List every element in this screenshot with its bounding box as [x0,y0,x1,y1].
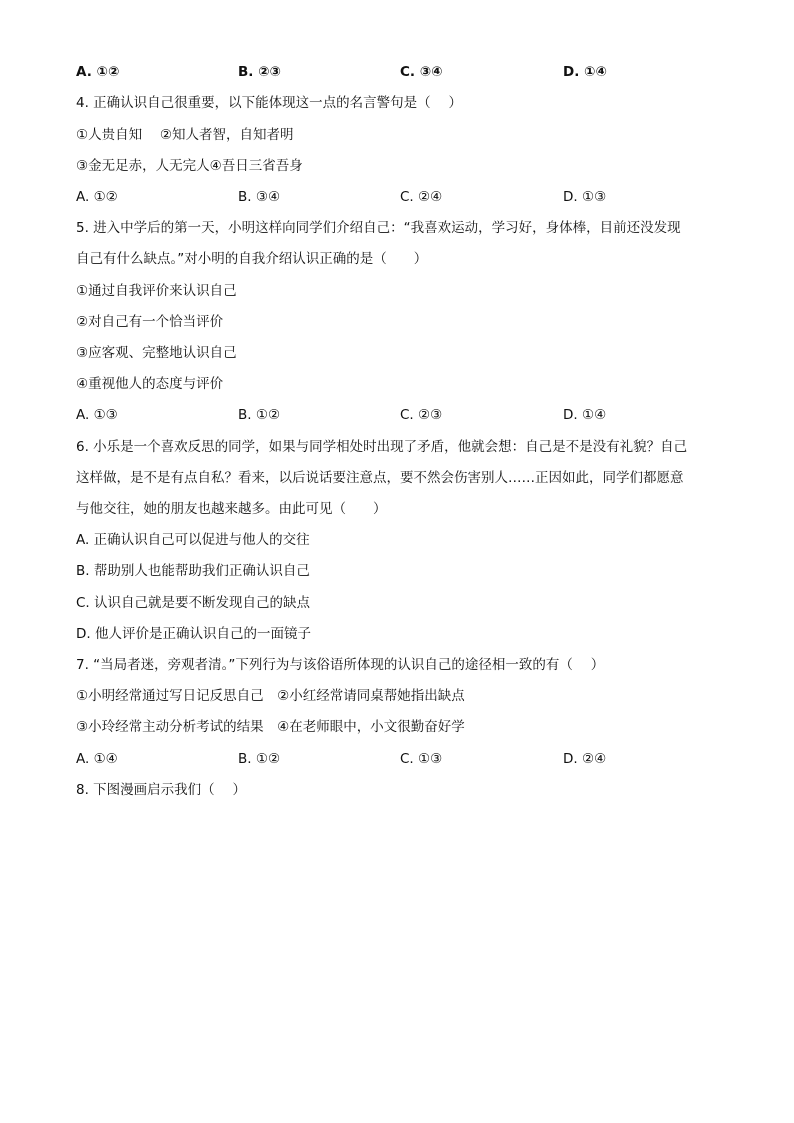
prev-question-options [76,63,736,81]
option-d: D. ①④ [563,407,607,423]
option-a: A. ①② [76,64,120,80]
q4-item-2: ③金无足赤，人无完人④吾日三省吾身 [76,158,303,174]
q4-item-1: ①人贵自知 ②知人者智，自知者明 [76,127,294,143]
q5-item-3: ③应客观、完整地认识自己 [76,345,237,361]
option-b: B. ②③ [238,64,281,80]
option-a: A. ①② [76,189,118,205]
q7-item-1: ①小明经常通过写日记反思自己 ②小红经常请同桌帮她指出缺点 [76,688,465,704]
q6-stem-line-1: 6. 小乐是一个喜欢反思的同学，如果与同学相处时出现了矛盾，他就会想：自己是不是没有礼貌？自己 [76,439,688,455]
option-b: B. ①② [238,751,281,767]
option-d: D. ①③ [563,189,607,205]
q4-options [76,188,736,206]
q4-stem: 4. 正确认识自己很重要，以下能体现这一点的名言警句是（ ） [76,95,462,111]
option-d: D. ②④ [563,751,607,767]
q7-options [76,750,736,768]
q6-option-a: A. 正确认识自己可以促进与他人的交往 [76,532,310,548]
option-c: C. ②③ [400,407,443,423]
q5-stem-line-1: 5. 进入中学后的第一天，小明这样向同学们介绍自己：“我喜欢运动，学习好，身体棒，目前还没发现 [76,220,681,236]
option-c: C. ①③ [400,751,443,767]
q5-options [76,406,736,424]
q6-option-d: D. 他人评价是正确认识自己的一面镜子 [76,626,311,642]
option-c: C. ③④ [400,64,443,80]
option-d: D. ①④ [563,64,607,80]
option-a: A. ①③ [76,407,118,423]
q8-stem: 8. 下图漫画启示我们（ ） [76,782,246,798]
option-c: C. ②④ [400,189,443,205]
q5-item-1: ①通过自我评价来认识自己 [76,283,237,299]
option-b: B. ①② [238,407,281,423]
q6-stem-line-2: 这样做，是不是有点自私？看来，以后说话要注意点，要不然会伤害别人……正因如此，同学们都愿意 [76,470,684,486]
q6-stem-line-3: 与他交往，她的朋友也越来越多。由此可见（ ） [76,501,387,517]
q6-option-c: C. 认识自己就是要不断发现自己的缺点 [76,595,311,611]
q5-stem-line-2: 自己有什么缺点。”对小明的自我介绍认识正确的是（ ） [76,251,428,267]
q5-item-2: ②对自己有一个恰当评价 [76,314,224,330]
q6-option-b: B. 帮助别人也能帮助我们正确认识自己 [76,563,310,579]
option-a: A. ①④ [76,751,118,767]
q7-item-2: ③小玲经常主动分析考试的结果 ④在老师眼中，小文很勤奋好学 [76,719,465,735]
option-b: B. ③④ [238,189,281,205]
q5-item-4: ④重视他人的态度与评价 [76,376,224,392]
q7-stem: 7. “当局者迷，旁观者清。”下列行为与该俗语所体现的认识自己的途径相一致的有（ ） [76,657,605,673]
